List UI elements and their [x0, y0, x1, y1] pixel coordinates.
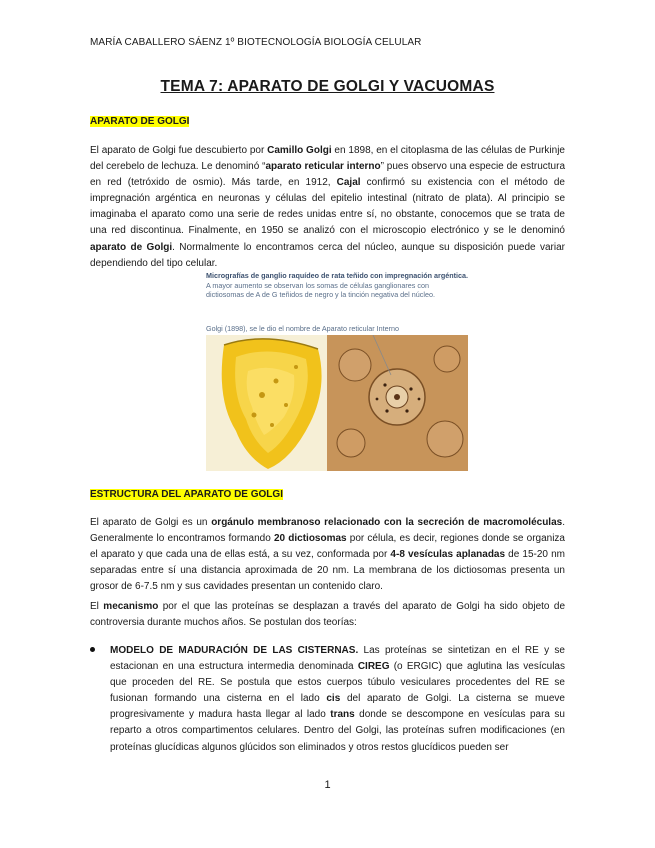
text-span: del aparato de Golgi. La cisterna se mueve progresivamente y madura hasta llegar al lado	[110, 693, 565, 721]
text-span: por el que las proteínas se desplazan a través del aparato de Golgi ha sido objeto de controversia durante muchos años. Se postulan dos teorías:	[90, 601, 566, 629]
bold-span: Cajal	[336, 177, 361, 189]
section-heading-text: APARATO DE GOLGI	[90, 116, 190, 127]
bold-span: 20 dictiosomas	[273, 533, 347, 545]
bold-span: CIREG	[357, 661, 390, 673]
text-span: donde se descompone en vesículas para su reparto a otros compartimentos celulares. Dentro del Golgi, las proteínas sufren modificaciones (en proteínas glucídicas algunos glúcidos son eliminados y otros restos glucídicos pueden ser	[110, 709, 565, 753]
page-number: 1	[324, 779, 331, 791]
paragraph-estructura	[90, 515, 565, 595]
theory-bullet-list	[90, 643, 565, 756]
text-span: Las proteínas se sintetizan en el RE y se estacionan en una estructura intermedia denominada	[110, 645, 565, 673]
bold-span: Camillo Golgi	[267, 145, 332, 156]
bold-span: cis	[326, 693, 341, 705]
micrograph-left-image	[206, 335, 327, 471]
section-heading-aparato-golgi	[90, 116, 189, 127]
text-span: El aparato de Golgi es un	[90, 517, 212, 528]
text-span: ” pues observo una especie de estructura en red (tetróxido de osmio). Más tarde, en 1912,	[90, 161, 566, 189]
micrograph-right-image	[327, 335, 468, 471]
text-span: El aparato de Golgi fue descubierto por	[90, 145, 268, 156]
text-span: en 1898, en el citoplasma de las células de Purkinje del cerebelo de lechuza. Le denominó “	[90, 145, 565, 173]
page-title: TEMA 7: APARATO DE GOLGI Y VACUOMAS	[160, 78, 495, 95]
figure-caption	[206, 271, 468, 300]
figure-caption-title: Micrografías de ganglio raquídeo de rata teñido con impregnación argéntica.	[206, 271, 468, 280]
paragraph-mecanismo	[90, 599, 565, 631]
bold-span: aparato de Golgi	[90, 241, 173, 253]
text-span: confirmó su existencia con el método de impregnación argéntica en neuronas y células del epitelio intestinal (nitrato de plata). Al principio se imaginaba el aparato como una serie de redes unidas entre sí, no obstante, conocemos que se trata de una red discontinua. Finalmente, en 1950 se analizó con el microscopio electrónico y se le denominó	[90, 177, 565, 237]
bold-span: aparato reticular interno	[265, 161, 381, 173]
text-span: por célula, es decir, regiones donde se organiza el aparato y que cada una de ellas está, a su vez, conformada por	[90, 533, 565, 561]
bold-span: MODELO DE MADURACIÓN DE LAS CISTERNAS.	[110, 645, 359, 656]
figure-caption-secondary: Golgi (1898), se le dio el nombre de Aparato reticular Interno	[206, 324, 399, 333]
section-heading-text: ESTRUCTURA DEL APARATO DE GOLGI	[90, 489, 283, 500]
section-heading-estructura	[90, 489, 283, 500]
text-span: . Normalmente lo encontramos cerca del núcleo, aunque su disposición puede variar dependiendo del tipo celular.	[90, 241, 565, 269]
document-header: MARÍA CABALLERO SÁENZ 1º BIOTECNOLOGÍA BIOLOGÍA CELULAR	[90, 37, 422, 48]
paragraph-intro	[90, 143, 565, 272]
text-span: de 15-20 nm separadas entre sí una distancia aproximada de 20 nm. La membrana de los dictiosomas presenta un grosor de 6-7.5 nm y sus cavidades presentan un contenido claro.	[90, 549, 565, 593]
bullet-icon	[90, 647, 95, 652]
text-span: (o ERGIC) que aglutina las vesículas que proceden del RE. Se postula que estos cuerpos túbulo vesiculares procedentes del RE se fusionan formando una cisterna en el lado	[110, 661, 565, 705]
bold-span: orgánulo membranoso relacionado con la secreción de macromoléculas	[211, 517, 563, 528]
text-span: . Generalmente lo encontramos formando	[90, 517, 565, 545]
micrograph-figure	[206, 271, 468, 471]
bold-span: 4-8 vesículas aplanadas	[390, 549, 506, 561]
figure-caption-body: A mayor aumento se observan los somas de células ganglionares con dictiosomas de A de G teñidos de negro y la tinción negativa del núcleo.	[206, 280, 435, 300]
text-span: El	[90, 601, 104, 612]
bold-span: trans	[330, 709, 355, 721]
bullet-item-maduracion	[110, 643, 565, 756]
bold-span: mecanismo	[103, 601, 159, 612]
